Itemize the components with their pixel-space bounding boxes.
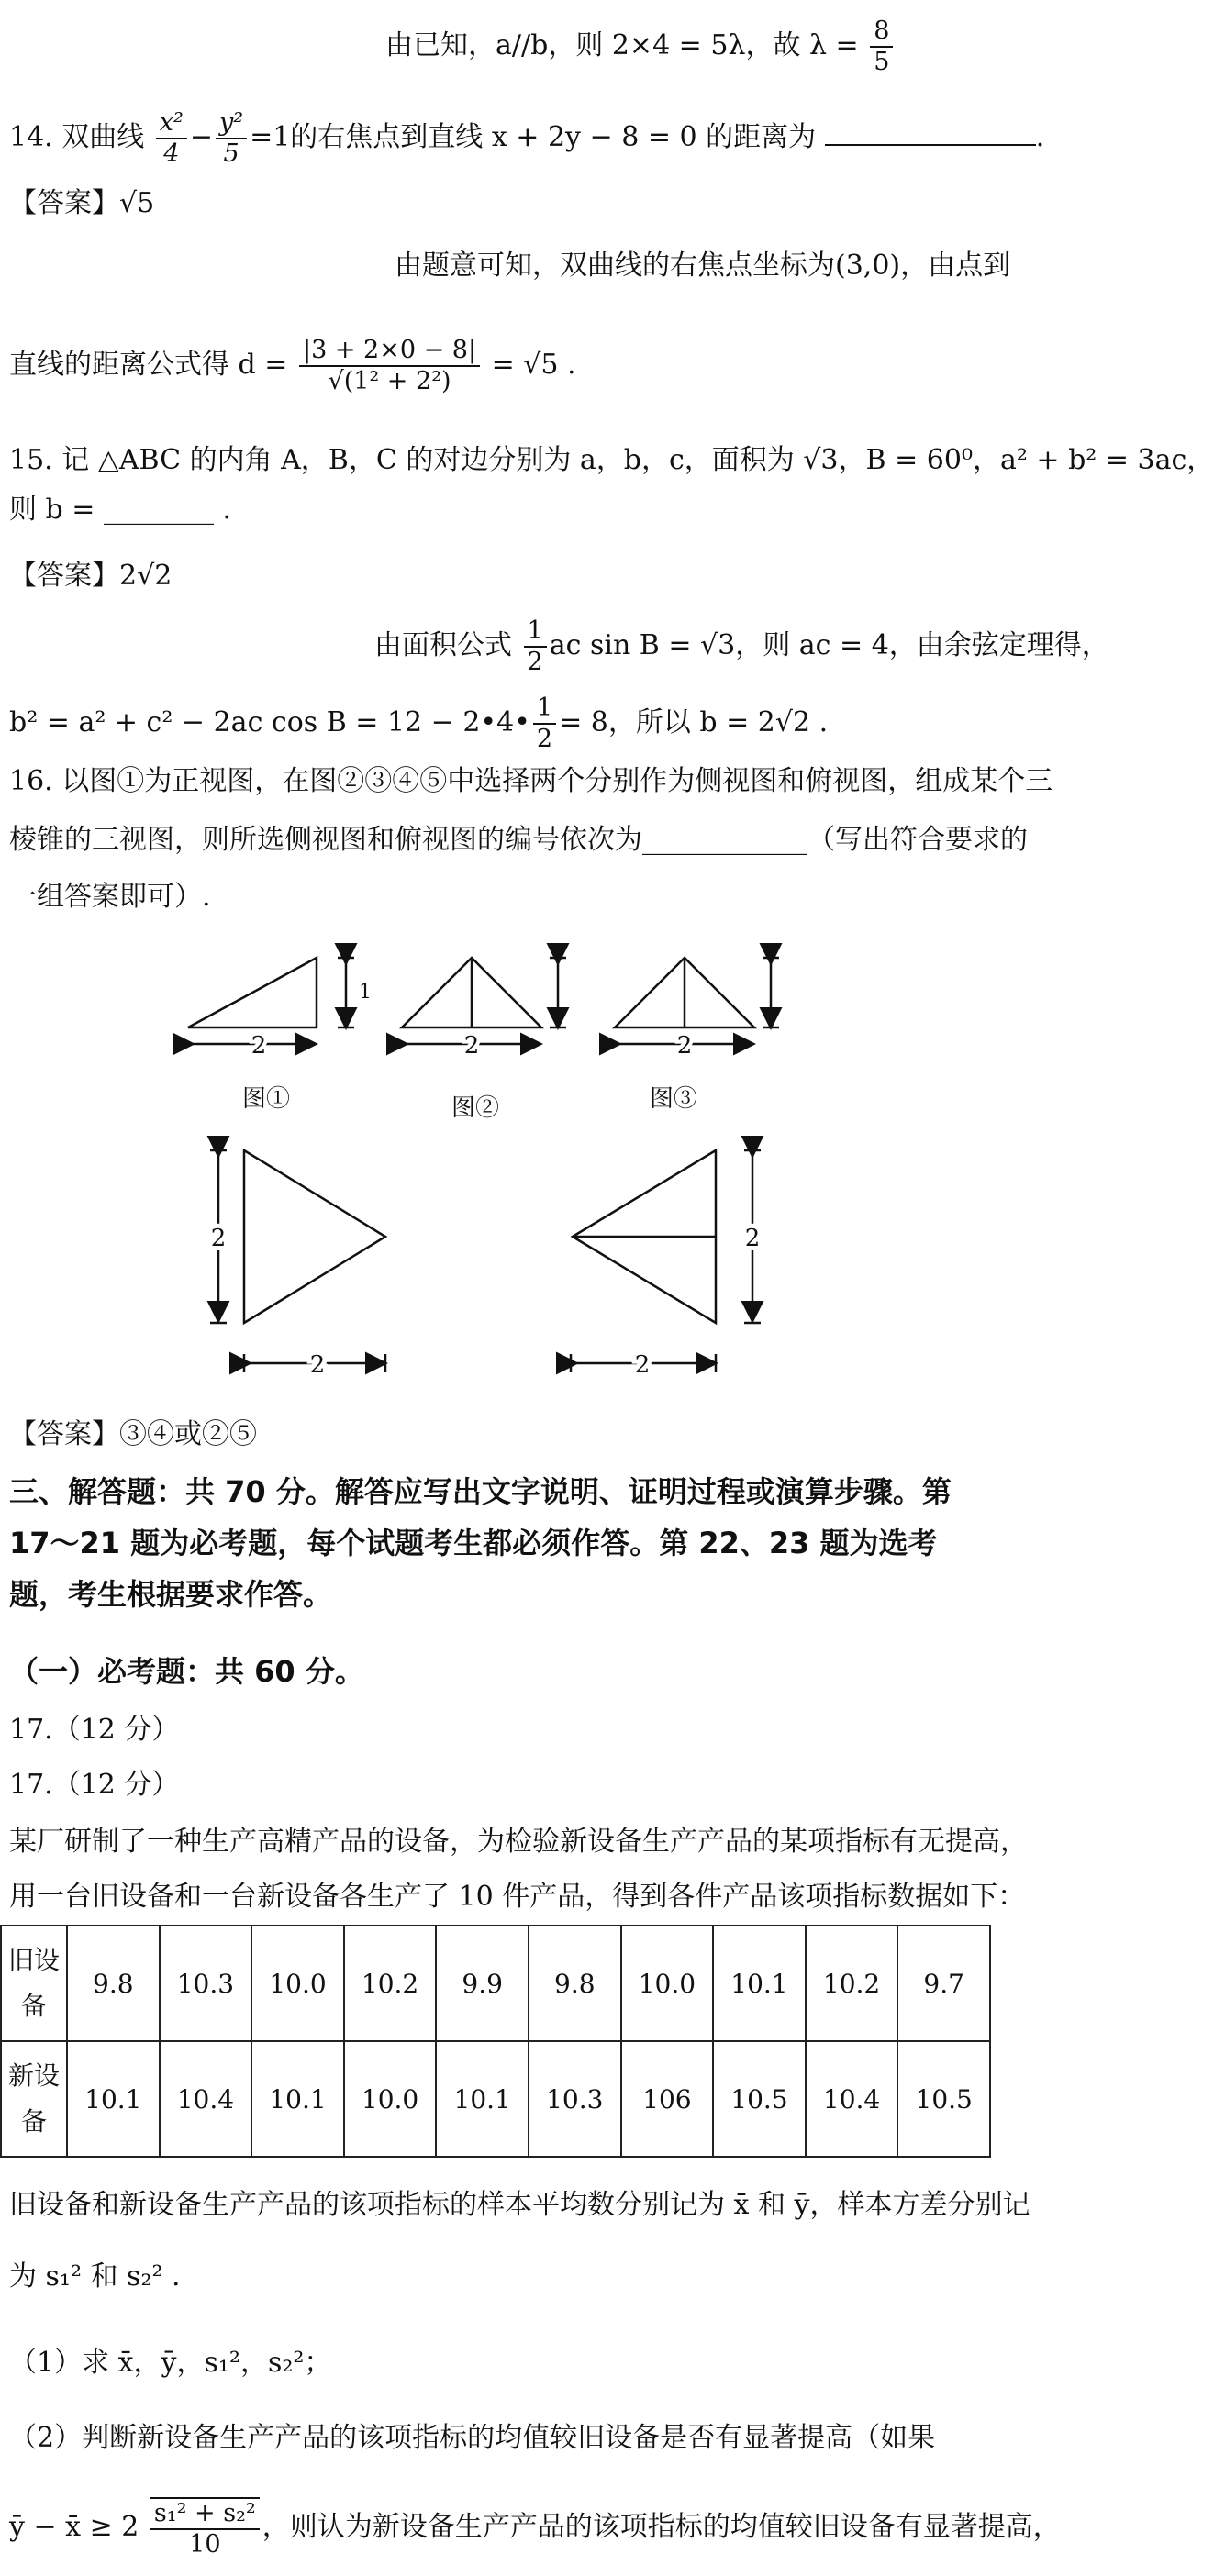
q14-explanation-1: 由题意可知，双曲线的右焦点坐标为(3,0)，由点到 bbox=[395, 250, 1011, 282]
figure-3-caption: 图③ bbox=[649, 1085, 698, 1113]
q15-line-1: 15. 记 △ABC 的内角 A，B，C 的对边分别为 a，b，c，面积为 √3，B = 60⁰，a² + b² = 3ac， bbox=[9, 444, 1214, 476]
q16-line-2: 棱锥的三视图，则所选侧视图和俯视图的编号依次为____________（写出符合要求的 bbox=[9, 824, 1028, 856]
q15-half-fraction-2: $\frac{1}{2}$ bbox=[533, 694, 556, 754]
figure-2-caption: 图② bbox=[451, 1094, 500, 1122]
q16-line-3: 一组答案即可）. bbox=[9, 881, 211, 913]
three-view-figures bbox=[0, 941, 991, 1437]
table-cell: 10.3 bbox=[160, 1926, 252, 2041]
q14-distance-fraction: $\frac{|3 + 2\times 0 - 8|}{\text{√(1² + 2²)}}$ bbox=[299, 336, 480, 396]
figure-1-shape bbox=[188, 958, 354, 1044]
table-cell: 9.8 bbox=[529, 1926, 621, 2041]
table-cell: 9.8 bbox=[67, 1926, 160, 2041]
table-cell: 10.1 bbox=[713, 1926, 806, 2041]
table-cell: 106 bbox=[621, 2041, 714, 2157]
table-cell: 10.4 bbox=[806, 2041, 898, 2157]
q15-explanation-2 bbox=[9, 694, 982, 754]
figure-4-shape bbox=[210, 1150, 385, 1372]
answer-label: 【答案】 bbox=[9, 187, 119, 219]
q17-line-4: 为 s₁² 和 s₂² . bbox=[9, 2260, 181, 2293]
fig5-height-label: 2 bbox=[744, 1225, 761, 1252]
fig2-width-label: 2 bbox=[463, 1032, 480, 1060]
section-3-heading: 三、解答题：共 70 分。解答应写出文字说明、证明过程或演算步骤。第 17～21 题为必考题，每个试题考生都必须作答。第 22、23 题为选考题，考生根据要求作答。 bbox=[9, 1474, 952, 1612]
fig4-width-label: 2 bbox=[309, 1351, 326, 1379]
table-cell: 9.7 bbox=[897, 1926, 990, 2041]
table-cell: 10.2 bbox=[806, 1926, 898, 2041]
table-cell: 10.0 bbox=[251, 1926, 344, 2041]
row-header-old: 旧设 备 bbox=[1, 1926, 67, 2041]
q13-fraction: $\frac{8}{5}$ bbox=[870, 17, 893, 77]
fig5-width-label: 2 bbox=[634, 1351, 651, 1379]
q17-line-3: 旧设备和新设备生产产品的该项指标的样本平均数分别记为 x̄ 和 ȳ，样本方差分别记 bbox=[9, 2189, 1030, 2221]
q13-conclusion bbox=[385, 17, 982, 77]
q15-explanation-1 bbox=[374, 616, 1109, 677]
equipment-data-table bbox=[0, 1925, 991, 2158]
answer-value: 2√2 bbox=[119, 560, 173, 592]
q14-answer bbox=[9, 183, 982, 224]
table-cell: 10.0 bbox=[344, 2041, 437, 2157]
fig4-height-label: 2 bbox=[210, 1225, 227, 1252]
table-cell: 10.3 bbox=[529, 2041, 621, 2157]
q14-fraction-y: $\frac{\text{y²}}{5}$ bbox=[216, 108, 247, 169]
q16-answer: 【答案】③④或②⑤ bbox=[9, 1418, 257, 1450]
fig1-height-label: 1 bbox=[359, 981, 372, 1004]
q17-condition-text-2: ，则认为新设备生产产品的该项指标的均值较旧设备有显著提高， bbox=[262, 2511, 1061, 2543]
q15-ex-text: 由面积公式 bbox=[374, 629, 512, 661]
table-cell: 10.1 bbox=[436, 2041, 529, 2157]
q17-line-2: 用一台旧设备和一台新设备各生产了 10 件产品，得到各件产品该项指标数据如下： bbox=[9, 1881, 1026, 1913]
q17-score-2: 17.（12 分） bbox=[9, 1769, 180, 1801]
q15-ex-text-3: b² = a² + c² − 2ac cos B = 12 − 2•4• bbox=[9, 706, 530, 738]
q14-explanation-2 bbox=[9, 336, 982, 396]
q14-answer-blank bbox=[825, 144, 1036, 146]
section-3-part-1: （一）必考题：共 60 分。 bbox=[9, 1654, 364, 1689]
fig1-width-label: 2 bbox=[251, 1032, 267, 1060]
figure-2-shape bbox=[402, 958, 566, 1044]
q17-condition-text: ȳ − x̄ ≥ 2 bbox=[9, 2511, 139, 2543]
q17-part-2-condition bbox=[9, 2497, 1061, 2559]
q15-ex-result: = 8，所以 b = 2√2 . bbox=[559, 706, 829, 738]
q13-text: 由已知，a//b，则 2×4 = 5λ，故 λ = bbox=[385, 29, 859, 61]
q14-ex-text: 直线的距离公式得 d = bbox=[9, 349, 288, 381]
answer-label: 【答案】 bbox=[9, 560, 119, 592]
figure-3-shape bbox=[615, 958, 779, 1044]
figure-5-shape bbox=[571, 1150, 761, 1372]
table-cell: 9.9 bbox=[436, 1926, 529, 2041]
q16-line-1: 16. 以图①为正视图，在图②③④⑤中选择两个分别作为侧视图和俯视图，组成某个三 bbox=[9, 765, 1053, 797]
q14-text: =1的右焦点到直线 x + 2y − 8 = 0 的距离为 bbox=[250, 121, 817, 153]
q15-ex-text-2: ac sin B = √3，则 ac = 4，由余弦定理得， bbox=[549, 629, 1109, 661]
row-header-new: 新设 备 bbox=[1, 2041, 67, 2157]
table-cell: 10.1 bbox=[67, 2041, 160, 2157]
q14-ex-result: = √5 . bbox=[491, 349, 576, 381]
q15-half-fraction: $\frac{1}{2}$ bbox=[524, 616, 547, 677]
table-cell: 10.2 bbox=[344, 1926, 437, 2041]
fig3-width-label: 2 bbox=[676, 1032, 693, 1060]
q17-part-2: （2）判断新设备生产产品的该项指标的均值较旧设备是否有显著提高（如果 bbox=[9, 2422, 936, 2454]
table-cell: 10.5 bbox=[713, 2041, 806, 2157]
table-cell: 10.1 bbox=[251, 2041, 344, 2157]
q15-answer bbox=[9, 556, 982, 596]
q14-fraction-x: $\frac{\text{x²}}{4}$ bbox=[156, 108, 187, 169]
table-cell: 10.0 bbox=[621, 1926, 714, 2041]
answer-value: √5 bbox=[119, 187, 155, 219]
question-14: 14. 双曲线 $\frac{\text{x²}}{4}$ − $\frac{\text{y²}}{5}$ =1的右焦点到直线 x + 2y − 8 = 0 的距离为 . bbox=[9, 108, 1045, 168]
table-cell: 10.4 bbox=[160, 2041, 252, 2157]
q17-sqrt-fraction: $\frac{\text{s₁² + s₂²}}{10}$ bbox=[150, 2497, 260, 2559]
table-row-new bbox=[1, 2041, 990, 2157]
q14-label: 14. 双曲线 bbox=[9, 121, 145, 153]
q15-line-2: 则 b = ________ . bbox=[9, 494, 232, 526]
q17-part-1: （1）求 x̄，ȳ，s₁²，s₂²； bbox=[9, 2347, 332, 2379]
figure-1-caption: 图① bbox=[241, 1085, 291, 1113]
table-row-old bbox=[1, 1926, 990, 2041]
q17-score-1: 17.（12 分） bbox=[9, 1714, 180, 1746]
q17-line-1: 某厂研制了一种生产高精产品的设备，为检验新设备生产产品的某项指标有无提高， bbox=[9, 1826, 1028, 1858]
table-cell: 10.5 bbox=[897, 2041, 990, 2157]
